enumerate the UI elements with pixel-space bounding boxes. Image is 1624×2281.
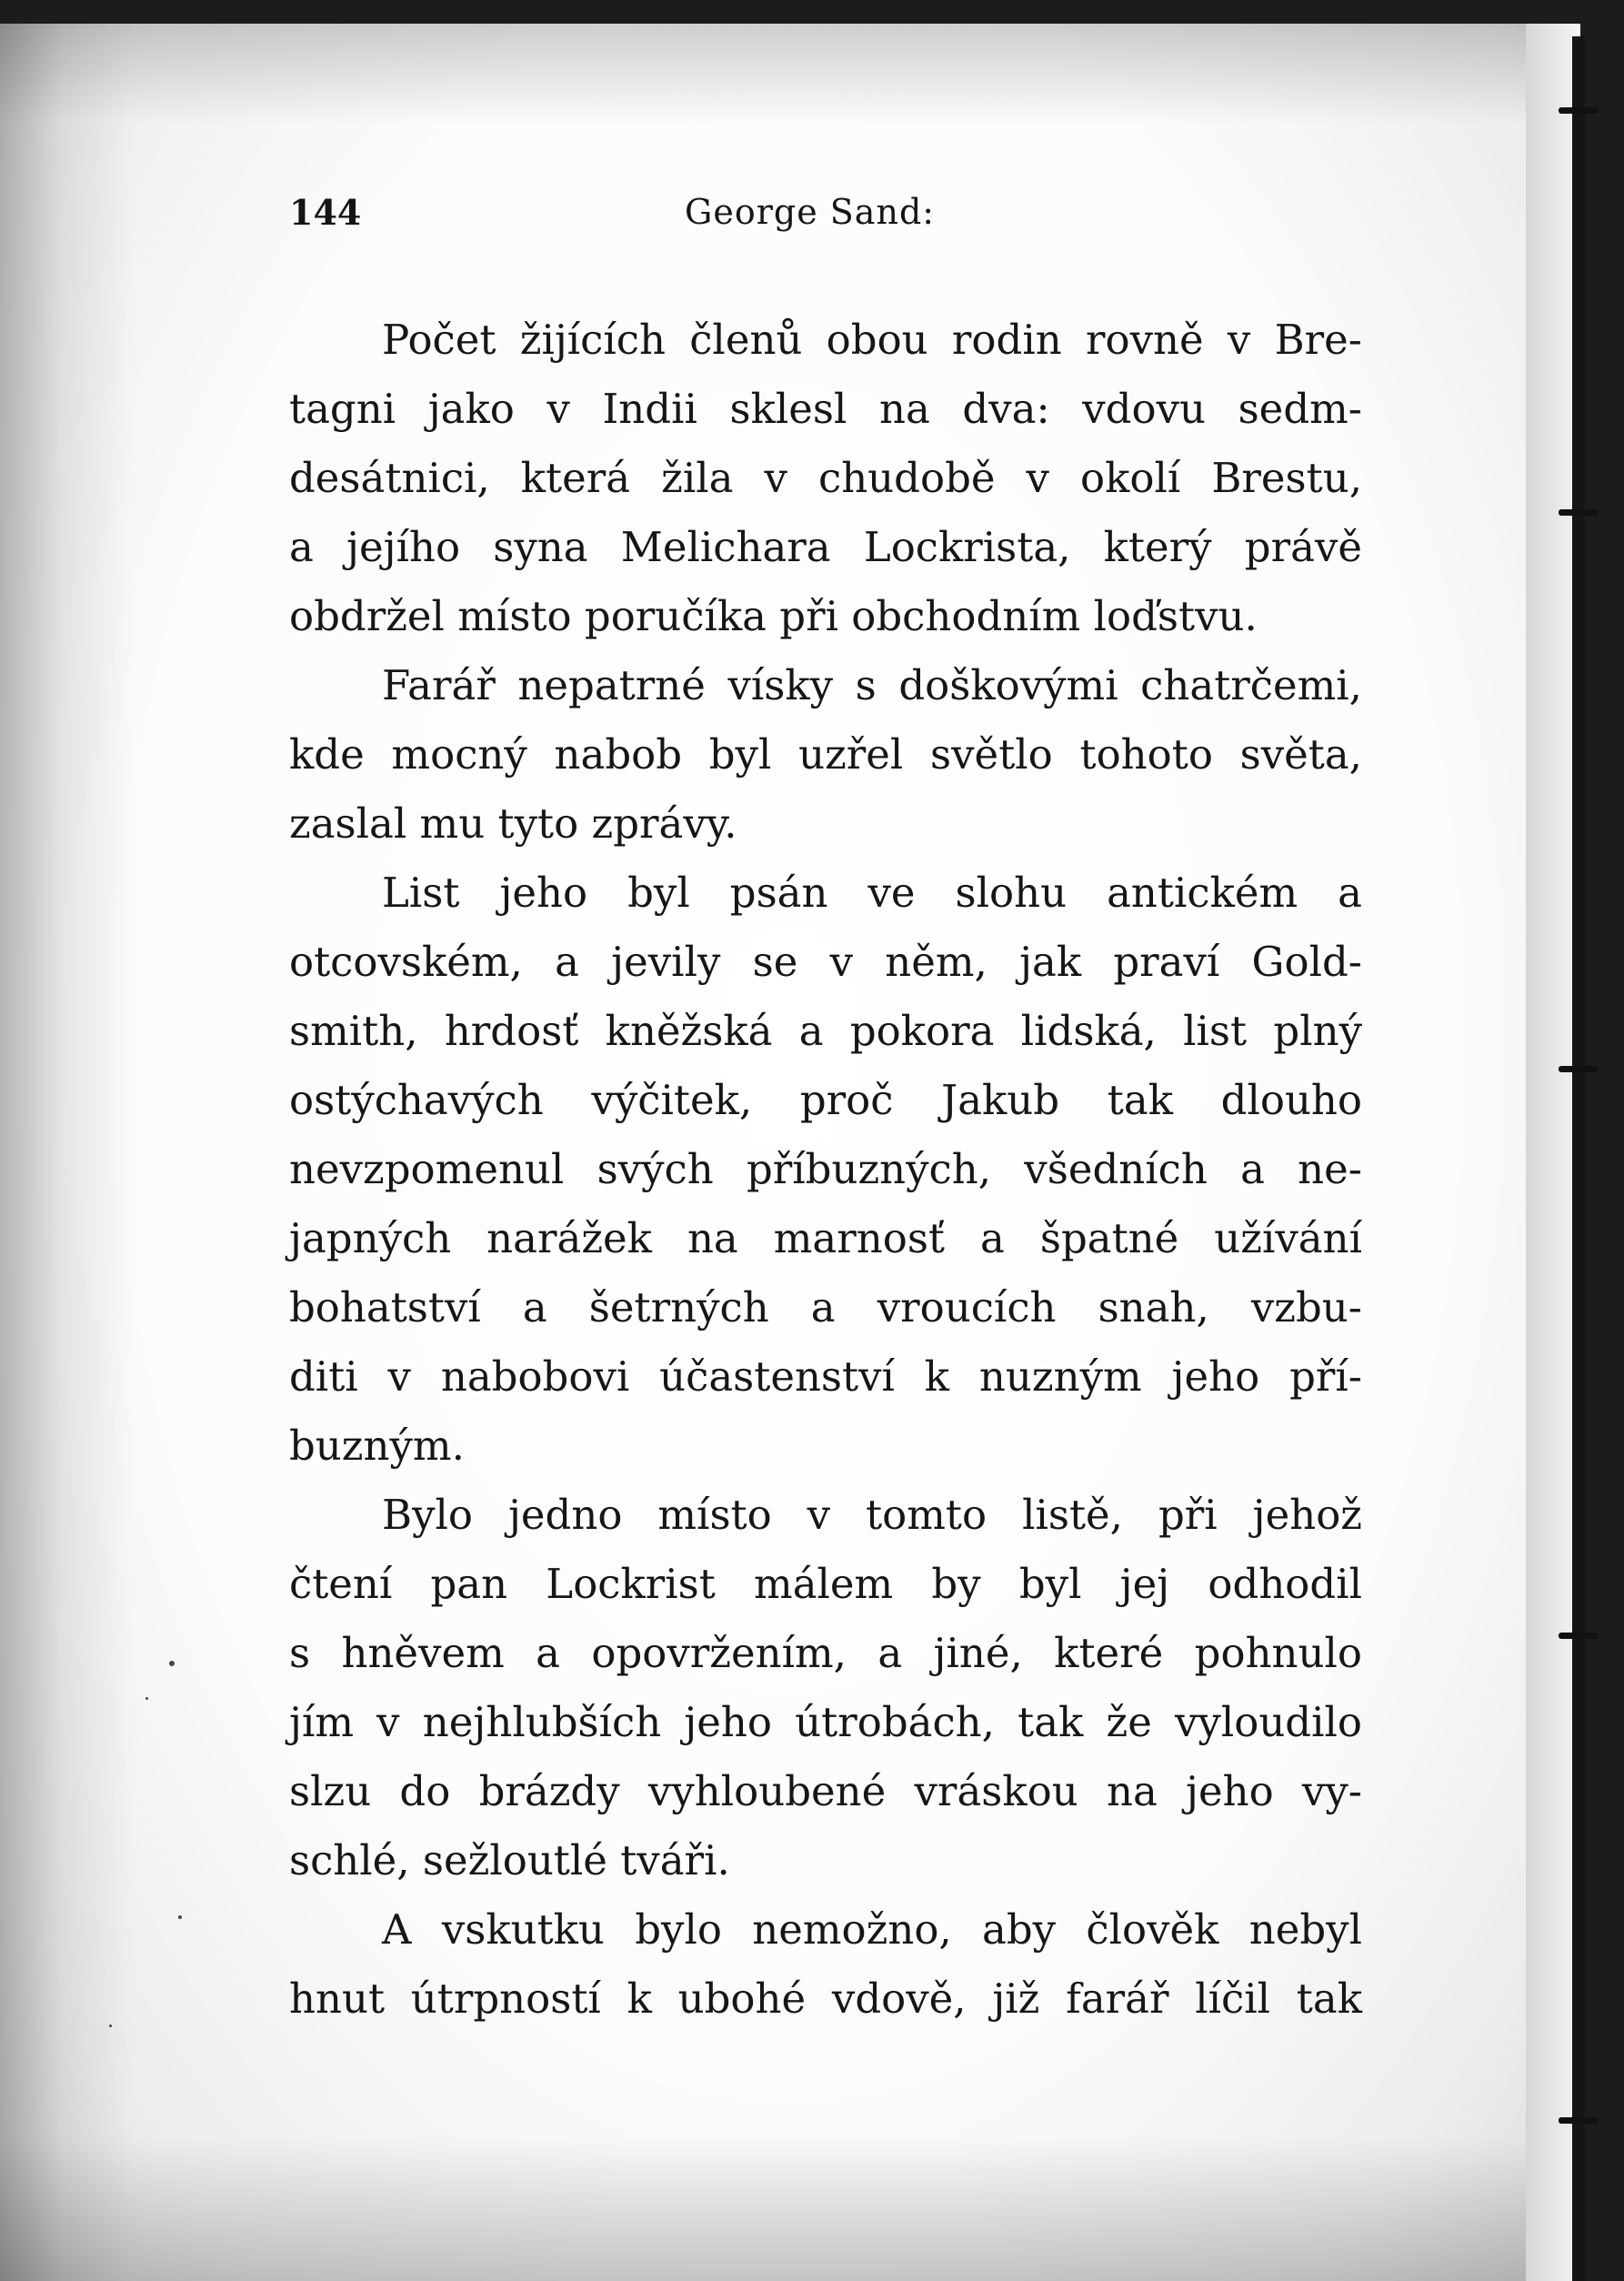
left-shadow: [0, 24, 136, 2281]
text-line: čtení pan Lockrist málem by byl jej odhodil: [289, 1560, 1362, 1608]
text-line: bohatství a šetrných a vroucích snah, vzbu-: [289, 1283, 1362, 1331]
paragraph: [289, 859, 1362, 1481]
text-line: schlé, sežloutlé tváři.: [289, 1836, 730, 1884]
binding-stitch: [1559, 509, 1599, 516]
text-line: A vskutku bylo nemožno, aby člověk nebyl: [382, 1905, 1362, 1954]
paragraph: [289, 306, 1362, 651]
speck: [109, 2025, 112, 2027]
binding-stitch: [1559, 2117, 1599, 2124]
binding-stitch: [1559, 1633, 1599, 1639]
text-line: buzným.: [289, 1422, 465, 1470]
text-line: Počet žijících členů obou rodin rovně v Bre-: [382, 316, 1362, 364]
page-header: [289, 192, 1362, 246]
text-line: a jejího syna Melichara Lockrista, který právě: [289, 523, 1362, 571]
bottom-shadow: [0, 2135, 1580, 2281]
text-line: tagni jako v Indii sklesl na dva: vdovu sedm-: [289, 385, 1362, 433]
text-line: hnut útrpností k ubohé vdově, již farář líčil tak: [289, 1975, 1362, 2023]
text-line: japných narážek na marnosť a špatné užívání: [289, 1214, 1362, 1262]
text-line: otcovském, a jevily se v něm, jak praví Gold-: [289, 938, 1362, 986]
paper-sheet: [0, 24, 1580, 2281]
binding-thread: [1572, 36, 1585, 2281]
text-line: jím v nejhlubších jeho útrobách, tak že vyloudilo: [289, 1698, 1362, 1746]
text-line: zaslal mu tyto zprávy.: [289, 799, 737, 848]
text-line: s hněvem a opovržením, a jiné, které pohnulo: [289, 1629, 1362, 1677]
text-line: desátnici, která žila v chudobě v okolí Brestu,: [289, 454, 1362, 502]
text-line: Farář nepatrné vísky s doškovými chatrčemi,: [382, 661, 1362, 709]
body-text: [289, 306, 1362, 2034]
text-line: nevzpomenul svých příbuzných, všedních a ne-: [289, 1145, 1362, 1193]
paragraph: [289, 651, 1362, 859]
text-line: obdržel místo poručíka při obchodním loďstvu.: [289, 592, 1258, 640]
text-line: kde mocný nabob byl uzřel světlo tohoto světa,: [289, 730, 1362, 779]
speck: [169, 1661, 175, 1666]
text-line: Bylo jedno místo v tomto listě, při jehož: [382, 1491, 1362, 1539]
text-line: slzu do brázdy vyhloubené vráskou na jeho vy-: [289, 1767, 1362, 1815]
text-line: List jeho byl psán ve slohu antickém a: [382, 869, 1362, 917]
top-shadow: [0, 24, 1580, 124]
page-number: 144: [289, 192, 362, 233]
text-line: smith, hrdosť kněžská a pokora lidská, list plný: [289, 1007, 1362, 1055]
speck: [145, 1697, 148, 1700]
text-line: diti v nabobovi účastenství k nuzným jeho pří-: [289, 1352, 1362, 1401]
binding-stitch: [1559, 1066, 1599, 1072]
binding-stitch: [1559, 107, 1599, 114]
paragraph: [289, 1895, 1362, 2034]
running-head: George Sand:: [685, 192, 936, 232]
paragraph: [289, 1481, 1362, 1895]
text-line: ostýchavých výčitek, proč Jakub tak dlouho: [289, 1076, 1362, 1124]
speck: [178, 1915, 182, 1919]
